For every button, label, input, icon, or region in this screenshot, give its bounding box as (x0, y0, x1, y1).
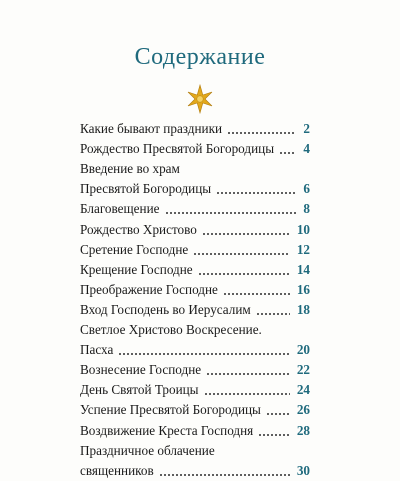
toc-entry-title: Введение во храм (80, 161, 180, 177)
dot-leader (193, 253, 290, 255)
toc-entry-title: Благовещение (80, 201, 160, 217)
toc-entry (80, 139, 310, 159)
dot-leader (118, 353, 289, 355)
toc-page-number: 6 (300, 179, 310, 199)
toc-entry-line (80, 441, 310, 461)
toc-entry (80, 300, 310, 320)
toc-entry-title: Праздничное облачение (80, 442, 215, 458)
toc-entry (80, 220, 310, 240)
dot-leader (216, 192, 296, 194)
dot-leader (223, 293, 290, 295)
toc-entry (80, 179, 310, 199)
toc-page-number: 4 (300, 139, 310, 159)
toc-entry (80, 340, 310, 360)
toc-entry (80, 260, 310, 280)
toc-page-number: 16 (294, 280, 310, 300)
toc-entry-title: Рождество Христово (80, 221, 197, 237)
dot-leader (258, 434, 290, 436)
toc-entry-line (80, 159, 310, 179)
toc-entry (80, 240, 310, 260)
dot-leader (227, 132, 296, 134)
toc-entry (80, 280, 310, 300)
toc-entry (80, 360, 310, 380)
toc-entry (80, 461, 310, 481)
toc-page-number: 12 (294, 240, 310, 260)
dot-leader (198, 273, 290, 275)
toc-page-number: 24 (294, 380, 310, 400)
toc-entry (80, 400, 310, 420)
dot-leader (159, 474, 290, 476)
dot-leader (266, 413, 290, 415)
toc-entry-title: Сретение Господне (80, 241, 189, 257)
dot-leader (206, 373, 290, 375)
toc-entry-title: священников (80, 462, 154, 478)
toc-page-number: 20 (294, 340, 310, 360)
toc-entry-title: Пресвятой Богородицы (80, 181, 212, 197)
dot-leader (165, 212, 297, 214)
dot-leader (279, 152, 296, 154)
toc-entry-title: Вознесение Господне (80, 362, 202, 378)
toc-page-number: 14 (294, 260, 310, 280)
golden-star-icon (184, 84, 216, 114)
toc-entry-title: Воздвижение Креста Господня (80, 422, 254, 438)
toc-entry-line (80, 320, 310, 340)
toc-page-number: 26 (294, 400, 310, 420)
toc-entry-title: Какие бывают праздники (80, 121, 223, 136)
toc-entry-title: Крещение Господне (80, 261, 193, 277)
toc-entry-title: Пасха (80, 342, 114, 358)
dot-leader (204, 393, 290, 395)
toc-page-number: 30 (294, 461, 310, 481)
toc-page-number: 8 (300, 199, 310, 219)
toc-page-number: 18 (294, 300, 310, 320)
toc-page-number: 10 (294, 220, 310, 240)
dot-leader (256, 313, 290, 315)
toc-entry-title: Светлое Христово Воскресение. (80, 322, 262, 337)
toc-page-number: 2 (300, 119, 310, 139)
toc-page-number: 22 (294, 360, 310, 380)
toc-entry-title: Вход Господень во Иерусалим (80, 301, 251, 317)
toc-entry (80, 380, 310, 400)
toc-entry (80, 119, 310, 139)
dot-leader (202, 233, 290, 235)
toc-page-number: 28 (294, 421, 310, 441)
toc-entry-title: День Святой Троицы (80, 382, 199, 398)
page-title: Содержание (134, 44, 266, 70)
toc-entry-title: Успение Пресвятой Богородицы (80, 402, 261, 418)
toc-entry-title: Преображение Господне (80, 281, 218, 297)
toc-entry (80, 421, 310, 441)
toc-entry (80, 199, 310, 219)
toc-entry-title: Рождество Пресвятой Богородицы (80, 141, 275, 157)
